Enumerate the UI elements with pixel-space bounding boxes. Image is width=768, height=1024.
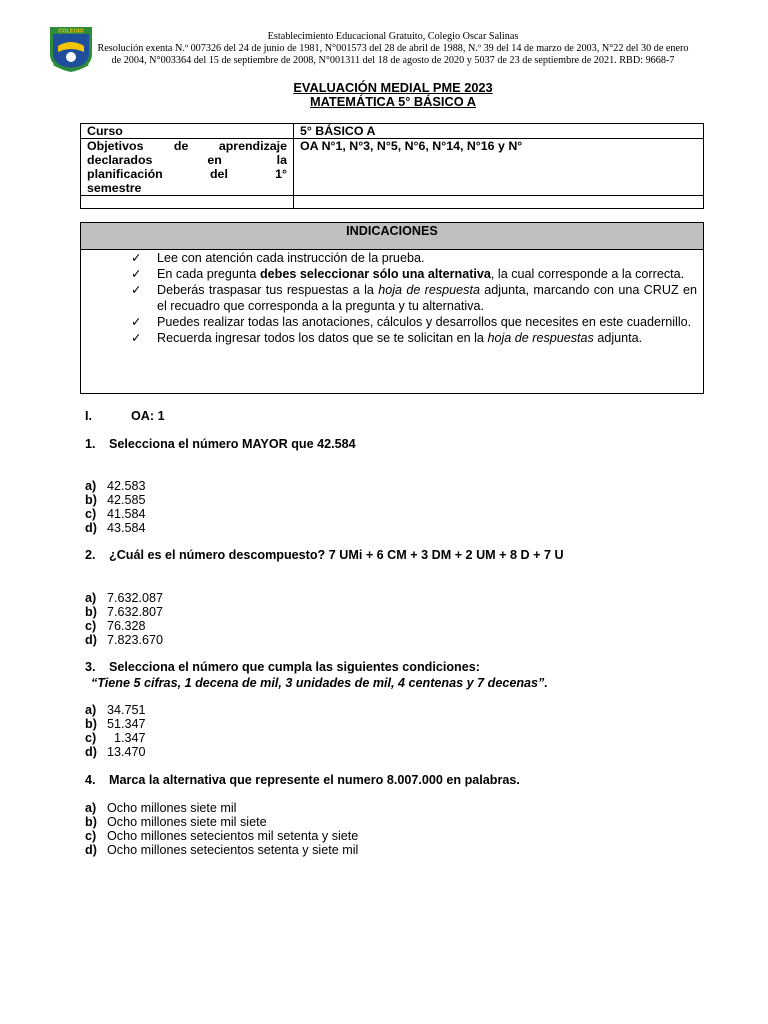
option-text: Ocho millones siete mil	[107, 801, 237, 815]
option-a[interactable]	[85, 801, 358, 815]
option-c[interactable]	[85, 507, 146, 521]
header-line-3: de 2004, N°003364 del 15 de septiembre de 2008, N°001311 del 18 de agosto de 2020 y 5037 de 23 de septiembre de 2021. RBD: 9668-7	[111, 55, 675, 66]
option-text: 42.585	[107, 493, 146, 507]
option-text: 13.470	[107, 745, 146, 759]
question-number: 3.	[85, 660, 96, 674]
question-number: 4.	[85, 773, 96, 787]
header-line-1: Establecimiento Educacional Gratuito, Colegio Oscar Salinas	[267, 31, 519, 42]
option-text: 51.347	[107, 717, 146, 731]
section-title: OA: 1	[131, 409, 165, 423]
checkmark-icon: ✓	[131, 331, 142, 345]
option-c[interactable]	[85, 619, 163, 633]
question-text: Marca la alternativa que represente el numero 8.007.000 en palabras.	[109, 773, 520, 787]
objetivos-value: OA N°1, N°3, N°5, N°6, N°14, N°16 y N°	[294, 139, 704, 196]
table-row	[81, 196, 704, 209]
item-text: , la cual corresponde a la correcta.	[490, 267, 685, 281]
question-text: Selecciona el número MAYOR que 42.584	[109, 437, 356, 451]
objetivos-label-line: planificación del 1°	[87, 167, 287, 181]
option-letter: a)	[85, 479, 97, 493]
option-letter: c)	[85, 829, 97, 843]
question-1	[85, 437, 356, 451]
course-info-table	[80, 123, 704, 209]
option-text: 43.584	[107, 521, 146, 535]
section-heading	[85, 409, 165, 423]
table-row	[81, 124, 704, 139]
logo-text: COLEGIO	[58, 28, 84, 35]
option-c[interactable]	[85, 731, 146, 745]
option-letter: b)	[85, 493, 97, 507]
option-text: Ocho millones setecientos mil setenta y siete	[107, 829, 359, 843]
item-text: adjunta, marcando con una CRUZ en el recuadro que corresponda a la pregunta y tu alternativa.	[157, 283, 697, 313]
checkmark-icon: ✓	[131, 283, 142, 297]
question-4	[85, 773, 520, 787]
question-2	[85, 548, 564, 562]
option-text: 41.584	[107, 507, 146, 521]
option-letter: c)	[85, 731, 97, 745]
option-text: Ocho millones setecientos setenta y siete mil	[107, 843, 359, 857]
option-d[interactable]	[85, 843, 358, 857]
question-text: Selecciona el número que cumpla las siguientes condiciones:	[109, 660, 480, 674]
item-text: Deberás traspasar tus respuestas a la	[157, 283, 379, 297]
option-a[interactable]	[85, 479, 146, 493]
option-c[interactable]	[85, 829, 358, 843]
option-letter: b)	[85, 605, 97, 619]
option-text: 7.632.807	[107, 605, 164, 619]
option-d[interactable]	[85, 633, 163, 647]
options-q3	[85, 703, 146, 759]
section-number: I.	[85, 409, 92, 423]
option-letter: d)	[85, 633, 97, 647]
objetivos-label	[81, 139, 294, 196]
option-text: 7.823.670	[107, 633, 164, 647]
option-text: 34.751	[107, 703, 146, 717]
item-text-bold: debes seleccionar sólo una alternativa	[259, 267, 491, 281]
curso-label: Curso	[81, 124, 294, 139]
item-text: En cada pregunta	[157, 267, 260, 281]
option-letter: d)	[85, 843, 97, 857]
options-q4	[85, 801, 358, 857]
item-text: adjunta.	[593, 331, 643, 345]
objetivos-label-line: semestre	[87, 181, 142, 195]
option-letter: d)	[85, 521, 97, 535]
indicaciones-title: INDICACIONES	[81, 223, 703, 250]
option-b[interactable]	[85, 717, 146, 731]
options-q1	[85, 479, 146, 535]
list-item	[131, 330, 697, 346]
option-text: 7.632.087	[107, 591, 164, 605]
option-d[interactable]	[85, 521, 146, 535]
option-letter: c)	[85, 507, 97, 521]
item-text: Lee con atención cada instrucción de la prueba.	[157, 251, 425, 265]
item-text: Puedes realizar todas las anotaciones, cálculos y desarrollos que necesites en este cuadernillo.	[157, 315, 692, 329]
indicaciones-box	[80, 222, 704, 394]
list-item	[131, 266, 697, 282]
header-line-2: Resolución exenta N.º 007326 del 24 de junio de 1981, N°001573 del 28 de abril de 1988, N.º 39 del 14 de marzo de 2003, N°22 del 30 de enero	[97, 43, 689, 54]
question-number: 1.	[85, 437, 96, 451]
option-letter: d)	[85, 745, 97, 759]
list-item	[131, 314, 697, 330]
item-text-italic: hoja de respuestas	[487, 331, 594, 345]
option-text: 76.328	[107, 619, 146, 633]
option-letter: c)	[85, 619, 97, 633]
item-text: Recuerda ingresar todos los datos que se te solicitan en la	[157, 331, 488, 345]
option-letter: a)	[85, 591, 97, 605]
option-b[interactable]	[85, 605, 163, 619]
indicaciones-list	[131, 250, 697, 346]
checkmark-icon: ✓	[131, 315, 142, 329]
objetivos-label-line: Objetivos de aprendizaje	[87, 139, 287, 153]
option-text: 1.347	[107, 731, 146, 745]
option-a[interactable]	[85, 703, 146, 717]
option-letter: b)	[85, 717, 97, 731]
option-b[interactable]	[85, 815, 358, 829]
empty-cell	[81, 196, 294, 209]
list-item	[131, 250, 697, 266]
objetivos-label-line: declarados en la	[87, 153, 287, 167]
option-letter: b)	[85, 815, 97, 829]
curso-value: 5° BÁSICO A	[294, 124, 704, 139]
option-d[interactable]	[85, 745, 146, 759]
option-text: 42.583	[107, 479, 146, 493]
checkmark-icon: ✓	[131, 251, 142, 265]
options-q2	[85, 591, 163, 647]
checkmark-icon: ✓	[131, 267, 142, 281]
list-item	[131, 282, 697, 314]
option-a[interactable]	[85, 591, 163, 605]
question-text: ¿Cuál es el número descompuesto? 7 UMi + 6 CM + 3 DM + 2 UM + 8 D + 7 U	[109, 548, 564, 562]
empty-cell	[294, 196, 704, 209]
item-text-italic: hoja de respuesta	[378, 283, 480, 297]
question-number: 2.	[85, 548, 96, 562]
option-letter: a)	[85, 801, 97, 815]
option-b[interactable]	[85, 493, 146, 507]
table-row	[81, 139, 704, 196]
exam-subtitle: MATEMÁTICA 5° BÁSICO A	[309, 94, 477, 109]
exam-title: EVALUACIÓN MEDIAL PME 2023	[293, 80, 493, 95]
option-letter: a)	[85, 703, 97, 717]
question-3-quote: “Tiene 5 cifras, 1 decena de mil, 3 unidades de mil, 4 centenas y 7 decenas”.	[91, 676, 548, 690]
question-3	[85, 660, 480, 674]
option-text: Ocho millones siete mil siete	[107, 815, 267, 829]
